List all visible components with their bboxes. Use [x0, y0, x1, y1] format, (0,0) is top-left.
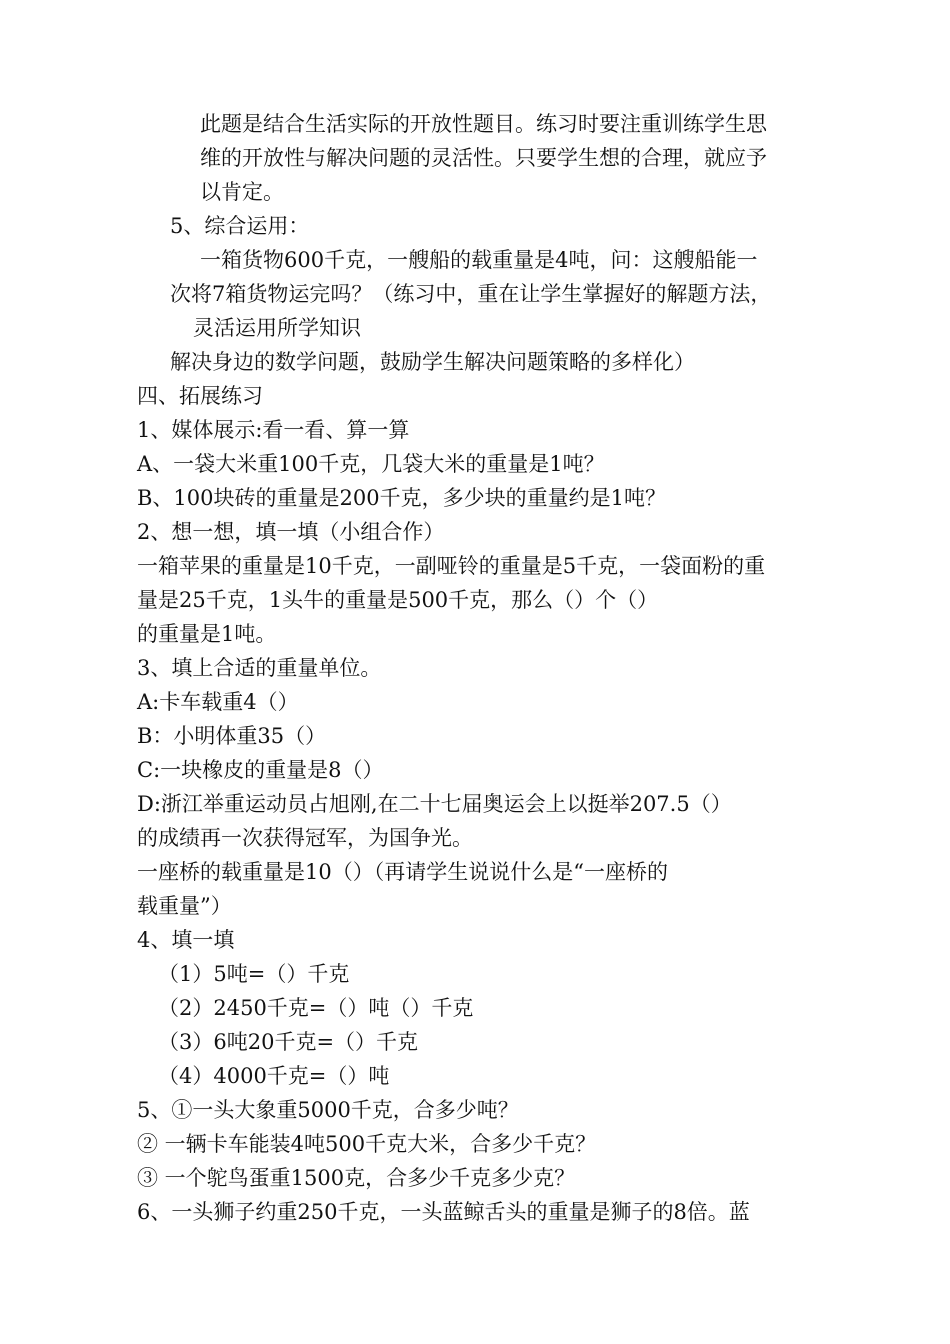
part4-heading: 四、拓展练习 [137, 384, 263, 408]
q3-item-d-cont: 的成绩再一次获得冠军，为国争光。 [137, 826, 473, 850]
q1-item-a: A、一袋大米重100千克，几袋大米的重量是1吨？ [137, 452, 605, 476]
section5-heading: 5、综合运用： [170, 214, 310, 238]
q5-line-3: ③ 一个鸵鸟蛋重1500克，合多少千克多少克？ [137, 1166, 576, 1190]
q4-item: （3）6吨20千克=（）千克 [158, 1030, 419, 1054]
q3-item-c: C:一块橡皮的重量是8（） [137, 758, 384, 782]
q1-title: 1、媒体展示:看一看、算一算 [137, 418, 410, 442]
q3-title: 3、填上合适的重量单位。 [137, 656, 382, 680]
q5-line-2: ② 一辆卡车能装4吨500千克大米，合多少千克？ [137, 1132, 597, 1156]
q3-item-b: B：小明体重35（） [137, 724, 327, 748]
q2-line-2: 量是25千克，1头牛的重量是500千克，那么（）个（） [137, 588, 659, 612]
section5-line-1: 一箱货物600千克，一艘船的载重量是4吨，问：这艘船能一 [200, 248, 758, 272]
intro-line-1: 此题是结合生活实际的开放性题目。练习时要注重训练学生思 [200, 112, 767, 136]
q4-item: （4）4000千克=（）吨 [158, 1064, 390, 1088]
q1-item-b: B、100块砖的重量是200千克，多少块的重量约是1吨？ [137, 486, 666, 510]
intro-line-3: 以肯定。 [200, 180, 284, 204]
q4-title: 4、填一填 [137, 928, 235, 952]
section5-line-3: 灵活运用所学知识 [193, 316, 361, 340]
q2-title: 2、想一想，填一填（小组合作） [137, 520, 445, 544]
q3-item-e: 一座桥的载重量是10（）（再请学生说说什么是“一座桥的 [137, 860, 668, 884]
q4-item: （1）5吨=（）千克 [158, 962, 350, 986]
q6-line-1: 6、一头狮子约重250千克，一头蓝鲸舌头的重量是狮子的8倍。蓝 [137, 1200, 750, 1224]
q3-item-e-cont: 载重量”） [137, 894, 232, 918]
q3-item-d: D:浙江举重运动员占旭刚,在二十七届奥运会上以挺举207.5（） [137, 792, 732, 816]
q2-line-3: 的重量是1吨。 [137, 622, 277, 646]
intro-line-2: 维的开放性与解决问题的灵活性。只要学生想的合理，就应予 [200, 146, 767, 170]
section5-line-2: 次将7箱货物运完吗？（练习中，重在让学生掌握好的解题方法， [170, 282, 772, 306]
q2-line-1: 一箱苹果的重量是10千克，一副哑铃的重量是5千克，一袋面粉的重 [137, 554, 766, 578]
section5-line-4: 解决身边的数学问题，鼓励学生解决问题策略的多样化） [170, 350, 695, 374]
q3-item-a: A:卡车载重4（） [137, 690, 299, 714]
q4-item: （2）2450千克=（）吨（）千克 [158, 996, 474, 1020]
q5-line-1: 5、①一头大象重5000千克，合多少吨？ [137, 1098, 519, 1122]
